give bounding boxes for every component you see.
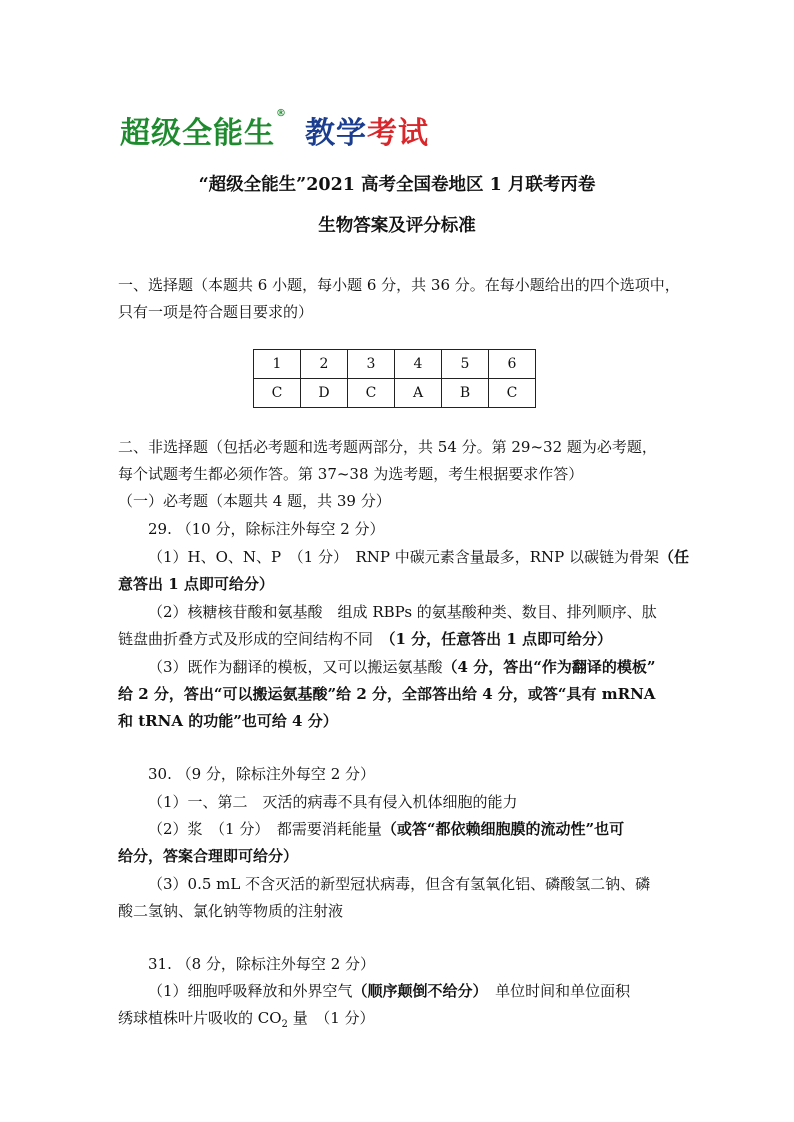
q29-answer2-cont <box>118 628 612 649</box>
answer-letter-cell: C <box>254 379 301 408</box>
q31-co2-subscript: 2 <box>281 1019 288 1030</box>
q31-answer1-text: （1）细胞呼吸释放和外界空气 <box>148 982 353 1000</box>
q31-answer1-cont <box>118 1007 375 1030</box>
document-title: “超级全能生”2021 高考全国卷地区 1 月联考丙卷 <box>198 175 596 195</box>
q30-answer2 <box>148 818 624 839</box>
q29-answer3-cont1 <box>118 683 655 704</box>
q29-answer1-note-cont: 意答出 1 点即可给分） <box>118 575 274 593</box>
q30-answer2-note-cont: 给分，答案合理即可给分） <box>118 847 299 865</box>
q30-answer3-cont: 酸二氢钠、氯化钠等物质的注射液 <box>118 902 344 920</box>
q29-heading: 29. （10 分，除标注外每空 2 分） <box>148 520 385 538</box>
q30-answer2-cont <box>118 845 298 866</box>
answer-number-cell: 1 <box>254 350 301 379</box>
q29-answer3-cont2 <box>118 710 338 731</box>
q31-answer1 <box>148 980 630 1001</box>
q29-answer1-cont <box>118 573 274 594</box>
answer-number-cell: 4 <box>395 350 442 379</box>
q31-answer1-text2: 单位时间和单位面积 <box>480 982 631 1000</box>
section1-intro-line1: 一、选择题（本题共 6 小题，每小题 6 分，共 36 分。在每小题给出的四个选项中， <box>118 276 680 294</box>
answer-letter-cell: C <box>348 379 395 408</box>
answer-letter-cell: A <box>395 379 442 408</box>
document-subtitle: 生物答案及评分标准 <box>318 216 476 236</box>
logo-brand: 超级全能生 <box>120 116 275 151</box>
q29-answer2: （2）核糖核苷酸和氨基酸 组成 RBPs 的氨基酸种类、数目、排列顺序、肽 <box>148 603 657 621</box>
logo-registered-mark: ® <box>276 108 287 119</box>
answer-number-cell: 3 <box>348 350 395 379</box>
logo-part2: 考试 <box>367 116 429 151</box>
q31-answer1-note: （顺序颠倒不给分） <box>352 982 481 1000</box>
q30-answer3: （3）0.5 mL 不含灭活的新型冠状病毒，但含有氢氧化铝、磷酸氢二钠、磷 <box>148 875 651 893</box>
q30-answer2-text: （2）浆 （1 分） 都需要消耗能量 <box>148 820 382 838</box>
section2-intro-line2: 每个试题考生都必须作答。第 37~38 为选考题，考生根据要求作答） <box>118 465 584 483</box>
answer-letter-cell: D <box>301 379 348 408</box>
q29-answer2-cont-text: 链盘曲折叠方式及形成的空间结构不同 <box>118 630 389 648</box>
answer-letter-cell: B <box>442 379 489 408</box>
q29-answer3-note-cont2: 和 tRNA 的功能”也可给 4 分） <box>118 712 338 730</box>
q31-heading: 31. （8 分，除标注外每空 2 分） <box>148 955 376 973</box>
logo <box>120 108 429 152</box>
q29-answer1 <box>148 546 689 567</box>
answer-number-cell: 5 <box>442 350 489 379</box>
q29-answer2-note: （1 分，任意答出 1 点即可给分） <box>388 630 613 648</box>
q29-answer3-note: （4 分，答出“作为翻译的模板” <box>442 658 656 676</box>
section2-intro-line1: 二、非选择题（包括必考题和选考题两部分，共 54 分。第 29~32 题为必考题， <box>118 438 657 456</box>
section1-intro-line2: 只有一项是符合题目要求的） <box>118 303 314 321</box>
q29-answer3-text: （3）既作为翻译的模板，又可以搬运氨基酸 <box>148 658 443 676</box>
answer-table <box>253 349 536 408</box>
answer-table-number-row <box>254 350 536 379</box>
q29-answer1-note: （任 <box>659 548 690 566</box>
section2-required-heading: （一）必考题（本题共 4 题，共 39 分） <box>118 492 391 510</box>
answer-table-letter-row <box>254 379 536 408</box>
answer-number-cell: 6 <box>489 350 536 379</box>
q30-heading: 30. （9 分，除标注外每空 2 分） <box>148 765 376 783</box>
q29-answer3 <box>148 656 655 677</box>
q30-answer1: （1）一、第二 灭活的病毒不具有侵入机体细胞的能力 <box>148 793 518 811</box>
q29-answer3-note-cont1: 给 2 分，答出“可以搬运氨基酸”给 2 分，全部答出给 4 分，或答“具有 mRNA <box>118 685 656 703</box>
logo-part1: 教学 <box>305 116 367 151</box>
answer-letter-cell: C <box>489 379 536 408</box>
q31-answer1-cont-text2: 量 （1 分） <box>287 1009 375 1027</box>
q31-answer1-cont-text: 绣球植株叶片吸收的 CO <box>118 1009 282 1027</box>
q29-answer1-text: （1）H、O、N、P （1 分） RNP 中碳元素含量最多，RNP 以碳链为骨架 <box>148 548 660 566</box>
answer-number-cell: 2 <box>301 350 348 379</box>
q30-answer2-note: （或答“都依赖细胞膜的流动性”也可 <box>381 820 625 838</box>
